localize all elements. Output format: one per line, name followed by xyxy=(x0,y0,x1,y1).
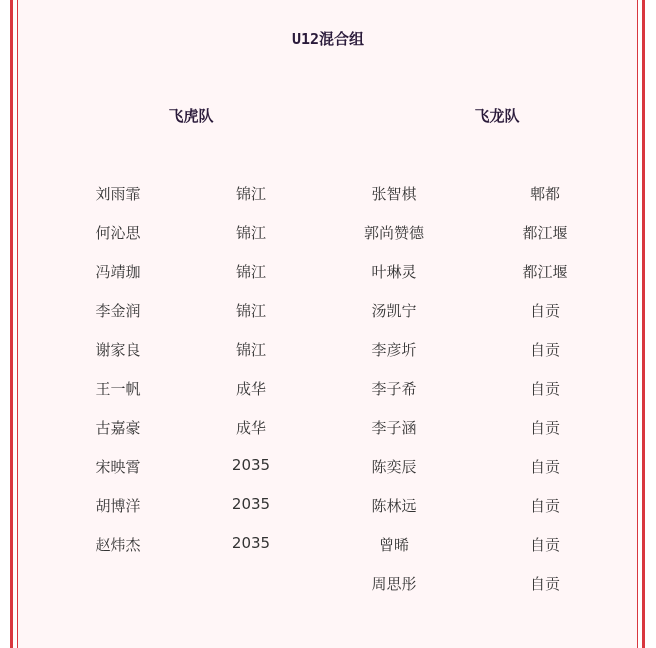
player-club: 锦江 xyxy=(235,341,266,359)
player-row xyxy=(320,336,620,375)
player-club: 郫都 xyxy=(529,185,560,203)
player-row xyxy=(44,375,344,414)
team-name-right: 飞龙队 xyxy=(474,107,520,125)
player-club: 2035 xyxy=(231,534,271,552)
player-club: 自贡 xyxy=(529,302,560,320)
player-club: 都江堰 xyxy=(522,263,568,281)
player-name: 陈林远 xyxy=(371,497,417,515)
player-name: 叶琳灵 xyxy=(371,263,417,281)
roster-right xyxy=(320,180,620,609)
right-border-thick xyxy=(642,0,645,648)
player-name: 李金润 xyxy=(95,302,141,320)
left-border-thin xyxy=(17,0,18,648)
player-club: 锦江 xyxy=(235,263,266,281)
player-name: 宋映霄 xyxy=(95,458,141,476)
player-name: 陈奕辰 xyxy=(371,458,417,476)
player-club: 成华 xyxy=(235,380,266,398)
player-name: 古嘉豪 xyxy=(95,419,141,437)
player-row xyxy=(320,258,620,297)
player-club: 2035 xyxy=(231,495,271,513)
player-row xyxy=(320,219,620,258)
player-club: 自贡 xyxy=(529,497,560,515)
group-title: U12混合组 xyxy=(291,30,365,48)
player-row xyxy=(44,180,344,219)
player-row xyxy=(44,492,344,531)
player-club: 都江堰 xyxy=(522,224,568,242)
player-club: 自贡 xyxy=(529,419,560,437)
player-name: 张智棋 xyxy=(371,185,417,203)
player-row xyxy=(320,414,620,453)
player-row xyxy=(44,258,344,297)
player-name: 谢家良 xyxy=(95,341,141,359)
player-club: 锦江 xyxy=(235,224,266,242)
player-club: 自贡 xyxy=(529,575,560,593)
player-club: 自贡 xyxy=(529,536,560,554)
player-name: 何沁思 xyxy=(95,224,141,242)
player-name: 李子涵 xyxy=(371,419,417,437)
player-name: 冯靖珈 xyxy=(95,263,141,281)
player-name: 刘雨霏 xyxy=(95,185,141,203)
player-row xyxy=(320,531,620,570)
player-name: 汤凯宁 xyxy=(371,302,417,320)
player-name: 郭尚赞德 xyxy=(363,224,424,242)
right-border-thin xyxy=(637,0,638,648)
player-row xyxy=(44,219,344,258)
player-name: 周思彤 xyxy=(371,575,417,593)
player-club: 成华 xyxy=(235,419,266,437)
player-club: 自贡 xyxy=(529,341,560,359)
player-club: 锦江 xyxy=(235,185,266,203)
player-name: 李彦圻 xyxy=(371,341,417,359)
player-row xyxy=(44,336,344,375)
player-club: 自贡 xyxy=(529,380,560,398)
player-club: 自贡 xyxy=(529,458,560,476)
player-row xyxy=(320,453,620,492)
player-name: 李子希 xyxy=(371,380,417,398)
player-row xyxy=(44,453,344,492)
player-row xyxy=(320,180,620,219)
player-row xyxy=(320,492,620,531)
player-row xyxy=(320,375,620,414)
roster-left xyxy=(44,180,344,570)
player-club: 锦江 xyxy=(235,302,266,320)
player-row xyxy=(320,570,620,609)
player-club: 2035 xyxy=(231,456,271,474)
player-row xyxy=(44,414,344,453)
player-name: 曾晞 xyxy=(378,536,409,554)
player-row xyxy=(320,297,620,336)
player-name: 王一帆 xyxy=(95,380,141,398)
player-name: 胡博洋 xyxy=(95,497,141,515)
left-border-thick xyxy=(10,0,13,648)
player-name: 赵炜杰 xyxy=(95,536,141,554)
player-row xyxy=(44,531,344,570)
player-row xyxy=(44,297,344,336)
team-name-left: 飞虎队 xyxy=(168,107,214,125)
